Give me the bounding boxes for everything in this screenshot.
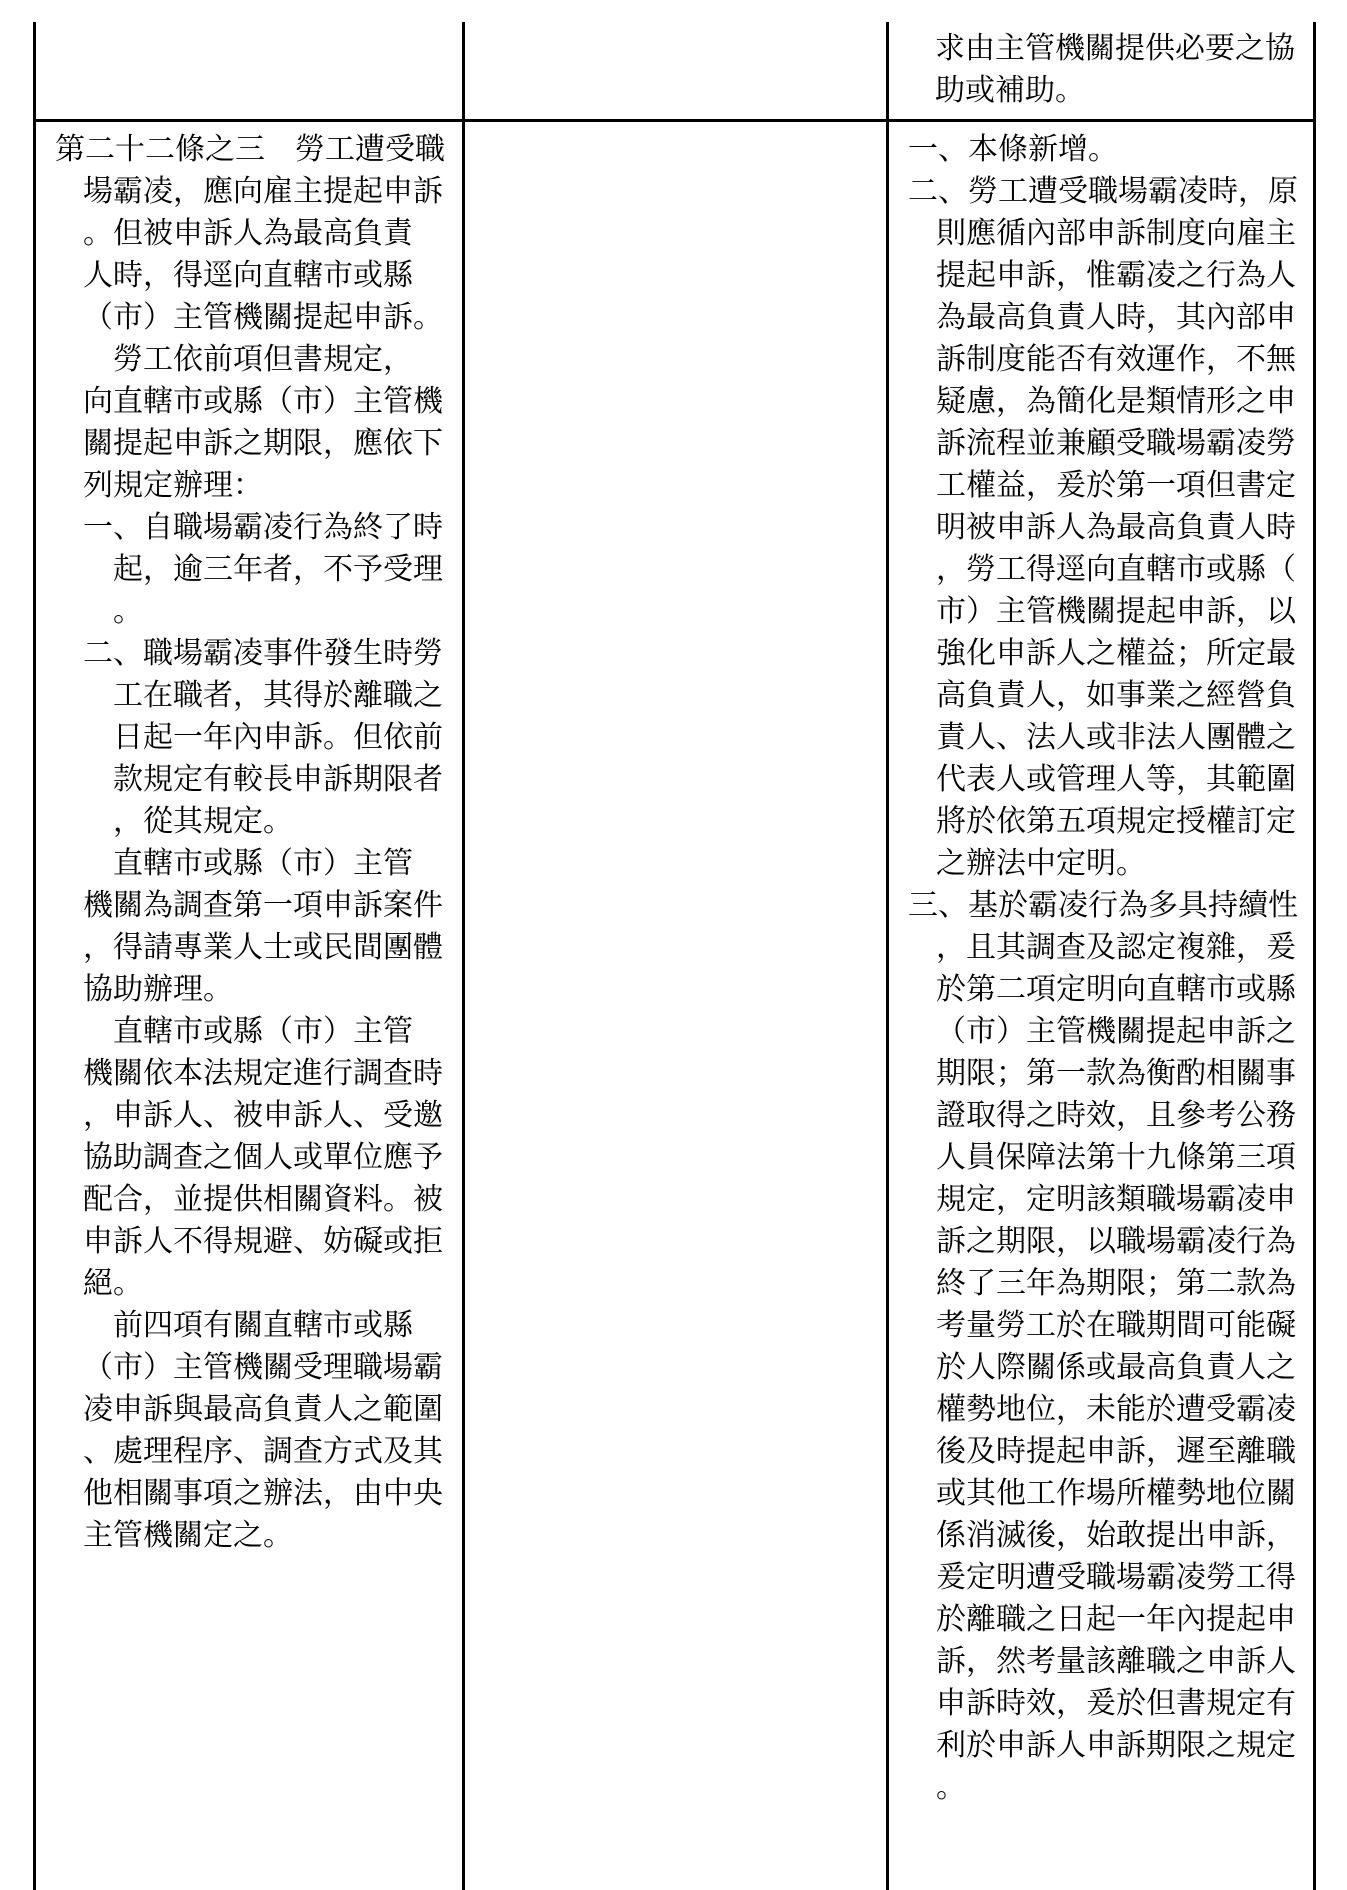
text-line: 或其他工作場所權勢地位關	[936, 1476, 1296, 1511]
text-line: 訴流程並兼顧受職場霸凌勞	[936, 426, 1296, 461]
text-line: 訴，然考量該離職之申訴人	[936, 1644, 1296, 1679]
text-line: 利於申訴人申訴期限之規定	[936, 1728, 1296, 1763]
text-line: 將於依第五項規定授權訂定	[936, 804, 1296, 839]
text-line: 疑慮，為簡化是類情形之申	[936, 384, 1296, 419]
text-line: ，且其調查及認定複雜，爰	[936, 930, 1296, 965]
text-line: 證取得之時效，且參考公務	[936, 1098, 1296, 1133]
text-line: 二、勞工遭受職場霸凌時，原	[908, 174, 1298, 209]
text-line: 。	[113, 594, 143, 629]
text-line: 市）主管機關提起申訴，以	[936, 594, 1296, 629]
text-line: 工在職者，其得於離職之	[113, 678, 443, 713]
text-line: 日起一年內申訴。但依前	[113, 720, 443, 755]
text-line: 之辦法中定明。	[936, 846, 1146, 881]
text-line: 三、基於霸凌行為多具持續性	[908, 888, 1298, 923]
text-line: 強化申訴人之權益；所定最	[936, 636, 1296, 671]
text-line: 絕。	[83, 1266, 143, 1301]
text-line: 主管機關定之。	[83, 1518, 293, 1553]
text-line: 規定，定明該類職場霸凌申	[936, 1182, 1296, 1217]
text-line: （市）主管機關受理職場霸	[83, 1350, 443, 1385]
text-line: 列規定辦理：	[83, 468, 263, 503]
text-line: ，從其規定。	[113, 804, 293, 839]
article-text-cell	[55, 129, 445, 1557]
table-border-right	[1313, 22, 1316, 1890]
text-line: 二、職場霸凌事件發生時勞	[83, 636, 443, 671]
text-line: 協助辦理。	[83, 972, 233, 1007]
text-line: 人時，得逕向直轄市或縣	[83, 258, 413, 293]
text-line: （市）主管機關提起申訴之	[936, 1014, 1296, 1049]
text-line: 第二十二條之三 勞工遭受職	[55, 132, 445, 167]
text-line: ，申訴人、被申訴人、受邀	[83, 1098, 443, 1133]
text-line: 一、本條新增。	[908, 132, 1118, 167]
text-line: 勞工依前項但書規定，	[113, 342, 413, 377]
text-line: （市）主管機關提起申訴。	[83, 300, 443, 335]
text-line: 機關依本法規定進行調查時	[83, 1056, 443, 1091]
explanation-cell	[908, 129, 1298, 1809]
text-line: 凌申訴與最高負責人之範圍	[83, 1392, 443, 1427]
text-line: 期限；第一款為衡酌相關事	[936, 1056, 1296, 1091]
text-line: 於第二項定明向直轄市或縣	[936, 972, 1296, 1007]
top-row-right-cell	[935, 28, 1295, 112]
text-line: 直轄市或縣（市）主管	[113, 1014, 413, 1049]
text-line: 代表人或管理人等，其範圍	[936, 762, 1296, 797]
text-line: 、處理程序、調查方式及其	[83, 1434, 443, 1469]
table-border-left	[33, 22, 36, 1890]
text-line: 前四項有關直轄市或縣	[113, 1308, 413, 1343]
text-line: 工權益，爰於第一項但書定	[936, 468, 1296, 503]
text-line: 一、自職場霸凌行為終了時	[83, 510, 443, 545]
text-line: 高負責人，如事業之經營負	[936, 678, 1296, 713]
text-line: 求由主管機關提供必要之協	[935, 31, 1295, 66]
text-line: 。	[936, 1770, 966, 1805]
text-line: 則應循內部申訴制度向雇主	[936, 216, 1296, 251]
text-line: 。但被申訴人為最高負責	[83, 216, 413, 251]
text-line: 係消滅後，始敢提出申訴，	[936, 1518, 1296, 1553]
text-line: ，勞工得逕向直轄市或縣（	[936, 552, 1296, 587]
text-line: 協助調查之個人或單位應予	[83, 1140, 443, 1175]
text-line: 為最高負責人時，其內部申	[936, 300, 1296, 335]
text-line: 關提起申訴之期限，應依下	[83, 426, 443, 461]
text-line: 他相關事項之辦法，由中央	[83, 1476, 443, 1511]
text-line: 人員保障法第十九條第三項	[936, 1140, 1296, 1175]
text-line: 助或補助。	[935, 73, 1085, 108]
text-line: 明被申訴人為最高負責人時	[936, 510, 1296, 545]
text-line: 權勢地位，未能於遭受霸凌	[936, 1392, 1296, 1427]
text-line: 起，逾三年者，不予受理	[113, 552, 443, 587]
text-line: 提起申訴，惟霸凌之行為人	[936, 258, 1296, 293]
text-line: 考量勞工於在職期間可能礙	[936, 1308, 1296, 1343]
text-line: 配合，並提供相關資料。被	[83, 1182, 443, 1217]
row-separator	[33, 119, 1316, 122]
text-line: 申訴時效，爰於但書規定有	[936, 1686, 1296, 1721]
text-line: 訴制度能否有效運作，不無	[936, 342, 1296, 377]
text-line: ，得請專業人士或民間團體	[83, 930, 443, 965]
text-line: 向直轄市或縣（市）主管機	[83, 384, 443, 419]
text-line: 款規定有較長申訴期限者	[113, 762, 443, 797]
text-line: 訴之期限，以職場霸凌行為	[936, 1224, 1296, 1259]
text-line: 終了三年為期限；第二款為	[936, 1266, 1296, 1301]
text-line: 場霸凌，應向雇主提起申訴	[83, 174, 443, 209]
text-line: 於人際關係或最高負責人之	[936, 1350, 1296, 1385]
text-line: 機關為調查第一項申訴案件	[83, 888, 443, 923]
table-divider-2	[886, 22, 889, 1890]
text-line: 責人、法人或非法人團體之	[936, 720, 1296, 755]
table-divider-1	[462, 22, 465, 1890]
text-line: 申訴人不得規避、妨礙或拒	[83, 1224, 443, 1259]
text-line: 直轄市或縣（市）主管	[113, 846, 413, 881]
text-line: 後及時提起申訴，遲至離職	[936, 1434, 1296, 1469]
text-line: 於離職之日起一年內提起申	[936, 1602, 1296, 1637]
text-line: 爰定明遭受職場霸凌勞工得	[936, 1560, 1296, 1595]
